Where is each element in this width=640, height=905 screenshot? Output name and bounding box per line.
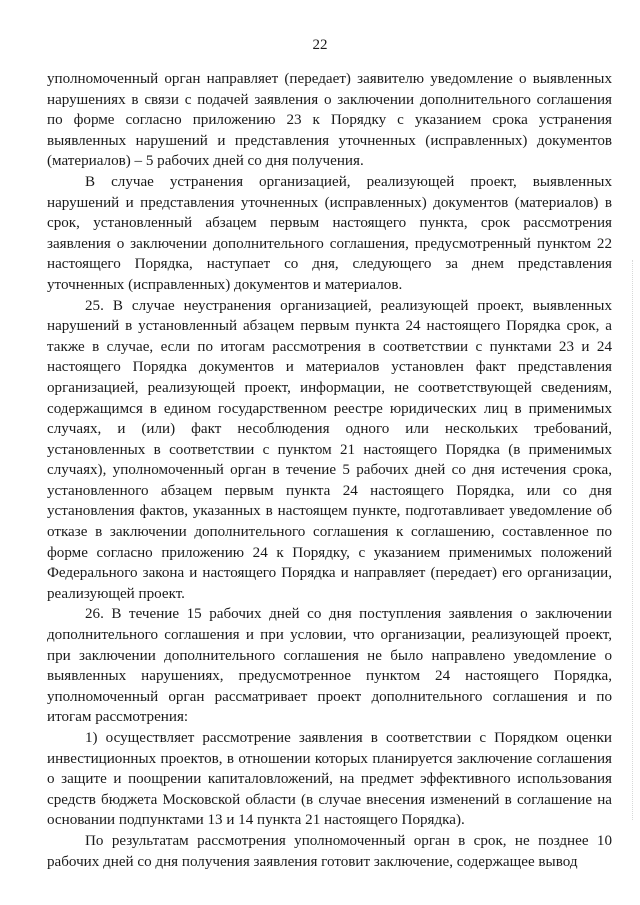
- page-number: 22: [312, 37, 328, 53]
- paragraph-continuation: уполномоченный орган направляет (передает) заявителю уведомление о выявленных нарушениях в связи с подачей заявления о заключении дополнительного соглашения по форме согласно приложению 23 к Порядку с указанием срока устранения выявленных нарушений и представления уточненных (исправленных) документов (материалов) – 5 рабочих дней со дня получения.: [47, 71, 612, 170]
- scan-margin-mark: [632, 260, 636, 820]
- paragraph-25: 25. В случае неустранения организацией, реализующей проект, выявленных нарушений в установленный абзацем первым пункта 24 настоящего Порядка срок, а также в случае, если по итогам рассмотрения в соответствии с пунктами 23 и 24 настоящего Порядка документов и материалов установлен факт представления организацией, реализующей проект, информации, не соответствующей сведениям, содержащимся в едином государственном реестре юридических лиц в применимых случаях, и (или) факт несоблюдения одного или нескольких требований, установленных в соответствии с пунктом 21 настоящего Порядка (в применимых случаях), уполномоченный орган в течение 5 рабочих дней со дня истечения срока, установленного абзацем первым пункта 24 настоящего Порядка, или со дня установления фактов, указанных в настоящем пункте, подготавливает уведомление об отказе в заключении дополнительного соглашения к соглашению, составленное по форме согласно приложению 24 к Порядку, с указанием применимых положений Федерального закона и настоящего Порядка и направляет (передает) его организации, реализующей проект.: [47, 297, 612, 602]
- paragraph-results: По результатам рассмотрения уполномоченный орган в срок, не позднее 10 рабочих дней со дня получения заявления готовит заключение, содержащее вывод: [47, 832, 612, 870]
- paragraph-26-item-1: 1) осуществляет рассмотрение заявления в соответствии с Порядком оценки инвестиционных проектов, в отношении которых планируется заключение соглашения о защите и поощрении капиталовложений, на предмет эффективного использования средств бюджета Московской области (в случае внесения изменений в соглашение на основании подпунктами 13 и 14 пункта 21 настоящего Порядка).: [47, 730, 612, 829]
- paragraph-26: 26. В течение 15 рабочих дней со дня поступления заявления о заключении дополнительного соглашения и при условии, что организации, реализующей проект, при заключении дополнительного соглашения не было направлено уведомление о выявленных нарушениях, предусмотренное пунктом 24 настоящего Порядка, уполномоченный орган рассматривает проект дополнительного соглашения и по итогам рассмотрения:: [47, 606, 612, 726]
- document-body: [47, 69, 612, 872]
- paragraph-elimination: В случае устранения организацией, реализующей проект, выявленных нарушений и представления уточненных (исправленных) документов (материалов) в срок, установленный абзацем первым настоящего пункта, срок рассмотрения заявления о заключении дополнительного соглашения, предусмотренный пунктом 22 настоящего Порядка, наступает со дня, следующего за днем представления уточненных (исправленных) документов и материалов.: [47, 173, 612, 293]
